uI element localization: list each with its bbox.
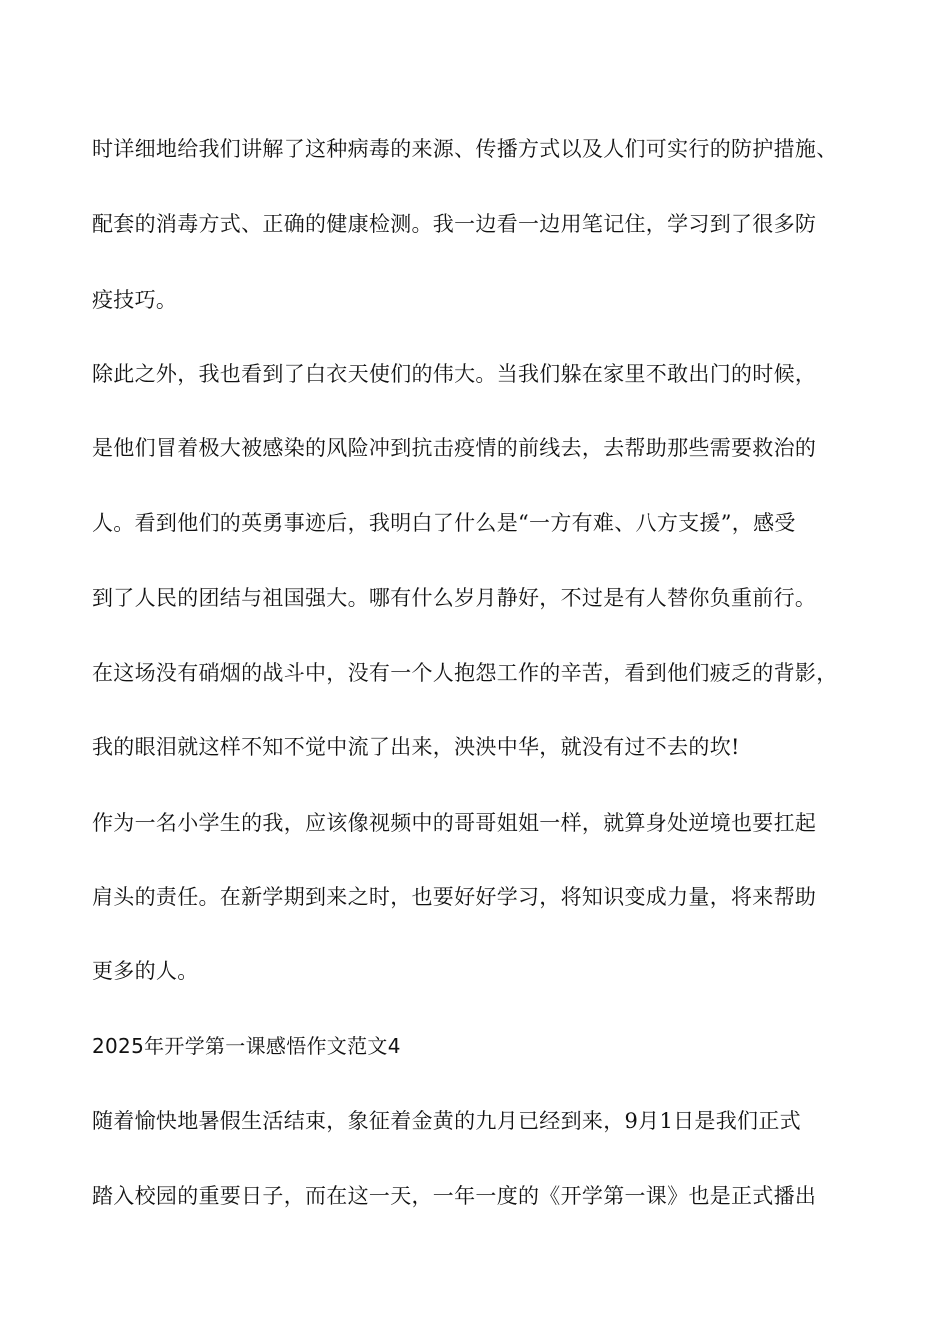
text-line: 在这场没有硝烟的战斗中，没有一个人抱怨工作的辛苦，看到他们疲乏的背影，	[92, 661, 838, 685]
text-line: 更多的人。	[92, 959, 199, 983]
text-line: 配套的消毒方式、正确的健康检测。我一边看一边用笔记住，学习到了很多防	[92, 212, 817, 236]
section-heading: 2025年开学第一课感悟作文范文4	[92, 1034, 401, 1058]
text-line: 肩头的责任。在新学期到来之时，也要好好学习，将知识变成力量，将来帮助	[92, 885, 817, 909]
text-line: 踏入校园的重要日子，而在这一天，一年一度的《开学第一课》也是正式播出	[92, 1184, 817, 1208]
text-line: 是他们冒着极大被感染的风险冲到抗击疫情的前线去，去帮助那些需要救治的	[92, 436, 817, 460]
text-line: 人。看到他们的英勇事迹后，我明白了什么是“一方有难、八方支援”，感受	[92, 511, 796, 535]
text-line: 疫技巧。	[92, 288, 178, 312]
text-line: 随着愉快地暑假生活结束，象征着金黄的九月已经到来，9月1日是我们正式	[92, 1109, 801, 1133]
text-line: 我的眼泪就这样不知不觉中流了出来，泱泱中华，就没有过不去的坎!	[92, 735, 740, 759]
text-line: 除此之外，我也看到了白衣天使们的伟大。当我们躲在家里不敢出门的时候，	[92, 362, 817, 386]
text-line: 到了人民的团结与祖国强大。哪有什么岁月静好，不过是有人替你负重前行。	[92, 586, 817, 610]
text-line: 时详细地给我们讲解了这种病毒的来源、传播方式以及人们可实行的防护措施、	[92, 137, 838, 161]
text-line: 作为一名小学生的我，应该像视频中的哥哥姐姐一样，就算身处逆境也要扛起	[92, 811, 817, 835]
